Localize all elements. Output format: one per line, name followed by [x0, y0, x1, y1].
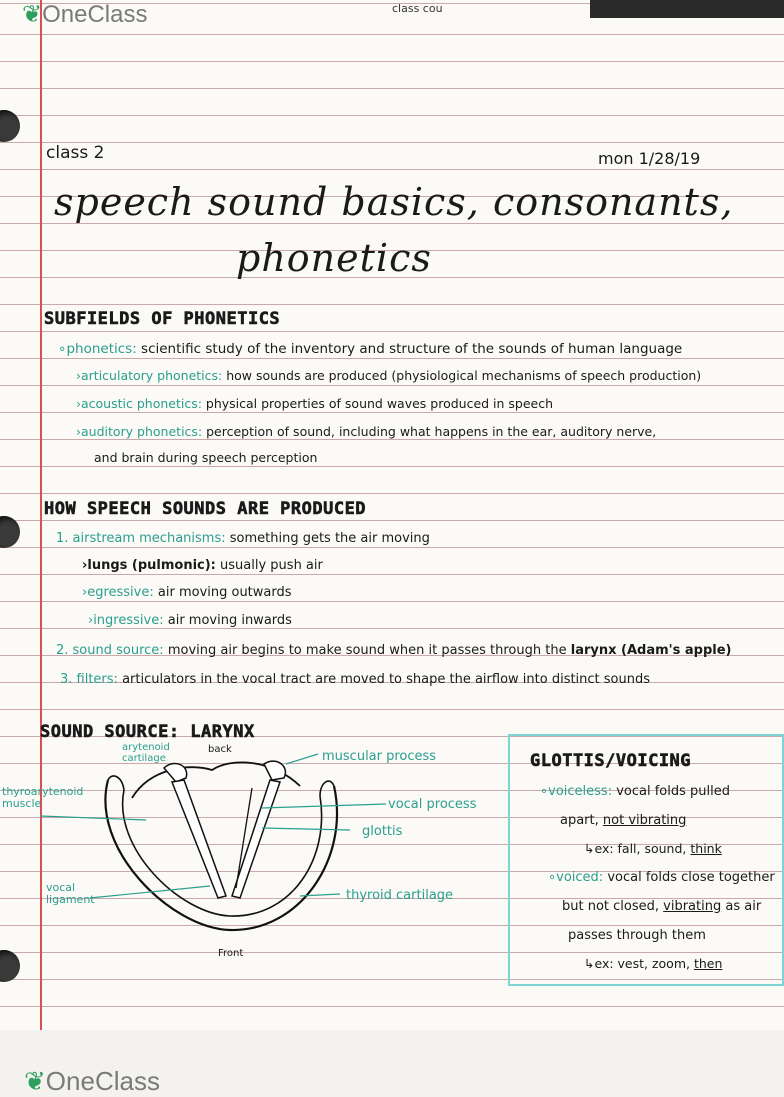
ingressive-line [88, 613, 292, 628]
arytenoid-label: arytenoid cartilage [122, 742, 170, 764]
punch-hole-top [0, 110, 20, 142]
oneclass-leaf-icon: ❦ [24, 1066, 46, 1096]
glottis-voicing-box [508, 734, 784, 986]
step-2-term: 2. sound source: [56, 643, 164, 658]
right-vocal-fold [232, 780, 280, 898]
voiced-term: ∘voiced: [548, 870, 604, 885]
right-arytenoid [264, 761, 285, 780]
glottis-heading: GLOTTIS/VOICING [530, 751, 692, 771]
subfields-heading: SUBFIELDS OF PHONETICS [44, 309, 281, 329]
step-3-term: 3. filters: [60, 672, 118, 687]
vibrating: vibrating [663, 899, 722, 914]
thyroid-left-tip [108, 776, 124, 790]
thyroarytenoid-label: thyroarytenoid muscle [2, 785, 84, 810]
thyroarytenoid-leader [40, 816, 146, 820]
voiced-line [548, 870, 775, 885]
egressive-term: ›egressive: [82, 585, 154, 600]
tab-text: class cou [392, 2, 443, 15]
voiceless-line-2 [560, 813, 686, 828]
voiceless-ex-think: think [690, 841, 722, 856]
subfield-item [76, 368, 701, 383]
back-label: back [208, 744, 232, 755]
subfield-term: ›acoustic phonetics: [76, 396, 202, 411]
voiced-ex-text: ↳ex: vest, zoom, [584, 956, 690, 971]
glottis-label: glottis [362, 824, 403, 839]
top-binding [590, 0, 784, 18]
larynx-heading: SOUND SOURCE: LARYNX [40, 722, 255, 742]
egressive-def: air moving outwards [157, 585, 292, 600]
ingressive-def: air moving inwards [167, 613, 292, 628]
voiced-line-2 [562, 899, 761, 914]
thyroid-cartilage-label: thyroid cartilage [346, 888, 454, 903]
subfield-term: ›articulatory phonetics: [76, 368, 223, 383]
lungs-term: ›lungs (pulmonic): [82, 558, 216, 573]
voiceless-example [584, 841, 722, 856]
subfield-term: ∘phonetics: [58, 341, 137, 357]
subfield-term: ›auditory phonetics: [76, 424, 203, 439]
date-label: mon 1/28/19 [598, 149, 701, 168]
step-3 [60, 672, 650, 687]
thyroid-right-tip [320, 781, 334, 796]
lungs-line [82, 558, 323, 573]
voiced-ex-then: then [693, 956, 723, 971]
oneclass-logo-top-text: OneClass [42, 1, 148, 28]
vocal-ligament-label: vocal ligament [46, 881, 95, 906]
voiced-not-closed: but not closed, [562, 899, 660, 914]
left-arytenoid [164, 763, 187, 782]
larynx-term: larynx (Adam's apple) [570, 643, 732, 658]
subfield-def: scientific study of the inventory and structure of the sounds of human language [141, 341, 683, 357]
muscular-process-label: muscular process [322, 749, 437, 764]
vocal-ligament-leader [90, 886, 210, 898]
punch-hole-middle [0, 516, 20, 548]
subfield-def: how sounds are produced (physiological mechanisms of speech production) [226, 368, 702, 383]
page-title-line2: phonetics [236, 236, 432, 280]
oneclass-logo-bottom [24, 1066, 160, 1097]
oneclass-leaf-icon: ❦ [22, 1, 43, 28]
larynx-diagram [0, 738, 510, 970]
subfield-def: physical properties of sound waves produced in speech [205, 396, 554, 411]
subfield-item [76, 424, 656, 439]
subfield-def: perception of sound, including what happens in the ear, auditory nerve, [206, 424, 657, 439]
voiced-example [584, 956, 722, 971]
egressive-line [82, 585, 292, 600]
production-heading: HOW SPEECH SOUNDS ARE PRODUCED [44, 499, 367, 519]
voiceless-def: vocal folds pulled [616, 784, 730, 799]
voiceless-line [540, 784, 730, 799]
not-vibrating: not vibrating [602, 813, 687, 828]
step-2 [56, 643, 731, 658]
step-3-def: articulators in the vocal tract are moved to shape the airflow into distinct sounds [122, 672, 651, 687]
front-label: Front [218, 948, 244, 959]
subfield-continuation: and brain during speech perception [94, 450, 318, 465]
subfield-item [58, 341, 682, 357]
voiced-as-air: as air [725, 899, 762, 914]
thyroid-outer-arc [105, 780, 337, 930]
oneclass-logo-bottom-text: OneClass [45, 1066, 160, 1096]
class-label: class 2 [46, 143, 105, 163]
voiceless-term: ∘voiceless: [540, 784, 613, 799]
step-2-def: moving air begins to make sound when it passes through the [167, 643, 567, 658]
vocal-process-leader [262, 804, 386, 808]
voiceless-ex-text: ↳ex: fall, sound, [584, 841, 687, 856]
page-title-line1: speech sound basics, consonants, [54, 180, 734, 224]
voiceless-apart: apart, [560, 813, 599, 828]
muscular-leader [286, 754, 318, 764]
left-vocal-fold [172, 780, 226, 898]
oneclass-logo-top [22, 0, 147, 29]
lungs-def: usually push air [220, 558, 323, 573]
voiced-line-3: passes through them [568, 928, 706, 943]
step-1 [56, 531, 430, 546]
ingressive-term: ›ingressive: [88, 613, 164, 628]
subfield-item [76, 396, 553, 411]
vocal-process-label: vocal process [388, 797, 477, 812]
voiced-def: vocal folds close together [607, 870, 775, 885]
step-1-term: 1. airstream mechanisms: [56, 531, 226, 546]
step-1-def: something gets the air moving [229, 531, 430, 546]
